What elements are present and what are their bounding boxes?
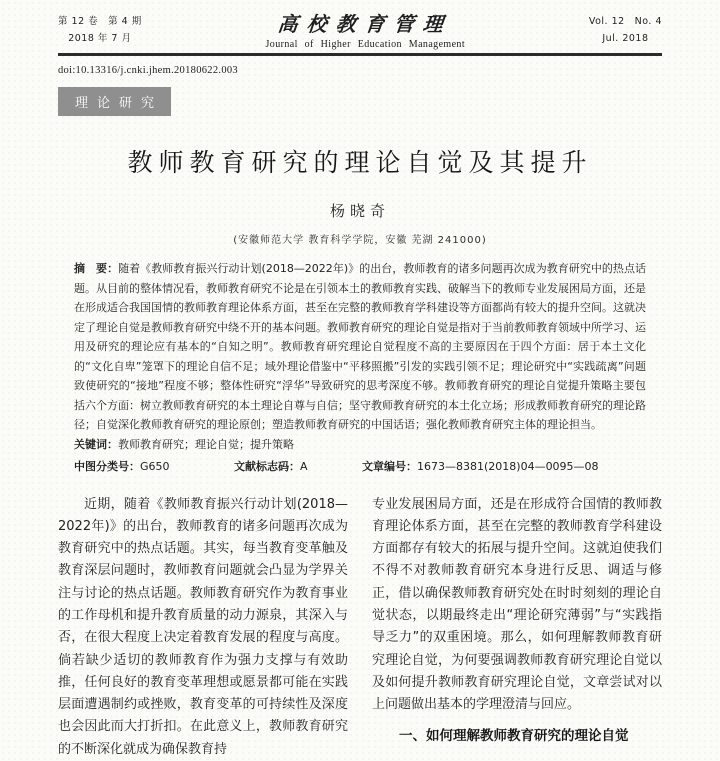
article-affiliation: (安徽师范大学 教育科学学院，安徽 芜湖 241000) [58, 231, 662, 246]
body-paragraph-left: 近期，随着《教师教育振兴行动计划(2018—2022年)》的出台，教师教育的诸多问题再次成为教育研究中的热点话题。其实，每当教育变革触及教育深层问题时，教师教育问题就会凸显为学界关注与讨论的热点话题。教师教育研究作为教育事业的工作母机和提升教育质量的动力源泉，其深入与否，在很大程度上决定着教育发展的程度与高度。倘若缺少适切的教师教育作为强力支撑与有效助推，任何良好的教育变革理想或愿景都可能在实践层面遭遇制约或挫败，教育变革的可持续性及深度也会因此而大打折扣。在此意义上，教师教育研究的不断深化就成为确保教育持 [58, 494, 348, 761]
keywords-label: 关键词： [74, 438, 118, 451]
abstract-block [74, 259, 646, 435]
article-no-label: 文章编号： [362, 460, 417, 473]
date-en: Jul. 2018 [589, 30, 662, 47]
abstract-text: 随着《教师教育振兴行动计划(2018—2022年)》的出台，教师教育的诸多问题再次成为教育研究中的热点话题。从目前的整体情况看，教师教育研究不论是在引领本土的教师教育实践、破解当下的教师专业发展困局方面，还是在形成适合我国国情的教师教育理论体系方面，甚至在完整的教师教育学科建设等方面都尚有较大的提升空间。这就决定了理论自觉是教师教育研究中绕不开的基本问题。教师教育研究的理论自觉是指对于当前教师教育领域中所学习、运用及研究的理论应有基本的“自知之明”。教师教育研究理论自觉程度不高的主要原因在于四个方面：居于本土文化的“文化自卑”笼罩下的理论自信不足；域外理论借鉴中“平移照搬”引发的实践引领不足；理论研究中“实践疏离”问题致使研究的“接地”程度不够；整体性研究“浮华”导致研究的思考深度不够。教师教育研究的理论自觉提升策略主要包括六个方面：树立教师教育研究的本土理论自尊与自信；坚守教师教育研究的本土化立场；形成教师教育研究的理论路径；自觉深化教师教育研究的理论原创；塑造教师教育研究的中国话语；强化教师教育研究主体的理论担当。 [74, 262, 646, 431]
keywords-text: 教师教育研究；理论自觉；提升策略 [118, 438, 294, 451]
volume-issue-en: Vol. 12 No. 4 [589, 13, 662, 30]
clc-label: 中图分类号： [74, 460, 140, 473]
article-author: 杨晓奇 [58, 200, 662, 221]
clc-segment [74, 457, 234, 477]
body-paragraph-right: 专业发展困局方面，还是在形成符合国情的教师教育理论体系方面，甚至在完整的教师教育学科建设方面都存有较大的拓展与提升空间。这就迫使我们不得不对教师教育研究本身进行反思、调适与修正，借以确保教师教育研究处在时时刻刻的理论自觉状态，以期最终走出“理论研究薄弱”与“实践指导乏力”的双重困境。那么，如何理解教师教育研究理论自觉，为何要强调教师教育研究理论自觉以及如何提升教师教育研究理论自觉，文章尝试对以上问题做出基本的学理澄清与回应。 [372, 494, 662, 717]
clc-value: G650 [140, 460, 170, 473]
journal-title-calligraphy: 高校教育管理 [277, 8, 454, 37]
masthead-center [142, 6, 589, 50]
keywords-line [74, 435, 646, 455]
article-no-segment [362, 457, 646, 477]
meta-line [74, 457, 646, 477]
body-column-left [58, 494, 348, 761]
masthead-rule [58, 53, 662, 56]
article-body [58, 494, 662, 761]
section-heading: 一、如何理解教师教育研究的理论自觉 [372, 725, 662, 747]
doc-code-segment [234, 457, 362, 477]
body-column-right [372, 494, 662, 761]
masthead-left [58, 6, 142, 47]
volume-issue-cn: 第 12 卷 第 4 期 [58, 13, 142, 30]
category-tag: 理论研究 [58, 87, 171, 116]
doc-code-value: A [300, 460, 308, 473]
doc-code-label: 文献标志码： [234, 460, 300, 473]
article-title: 教师教育研究的理论自觉及其提升 [58, 143, 662, 179]
abstract-label: 摘 要： [74, 262, 118, 275]
doi-line: doi:10.13316/j.cnki.jhem.20180622.003 [58, 65, 662, 76]
date-cn: 2018 年 7 月 [58, 30, 142, 47]
journal-masthead [58, 6, 662, 50]
masthead-right [589, 6, 662, 47]
article-no-value: 1673—8381(2018)04—0095—08 [417, 460, 599, 473]
journal-title-english: Journal of Higher Education Management [142, 39, 589, 50]
